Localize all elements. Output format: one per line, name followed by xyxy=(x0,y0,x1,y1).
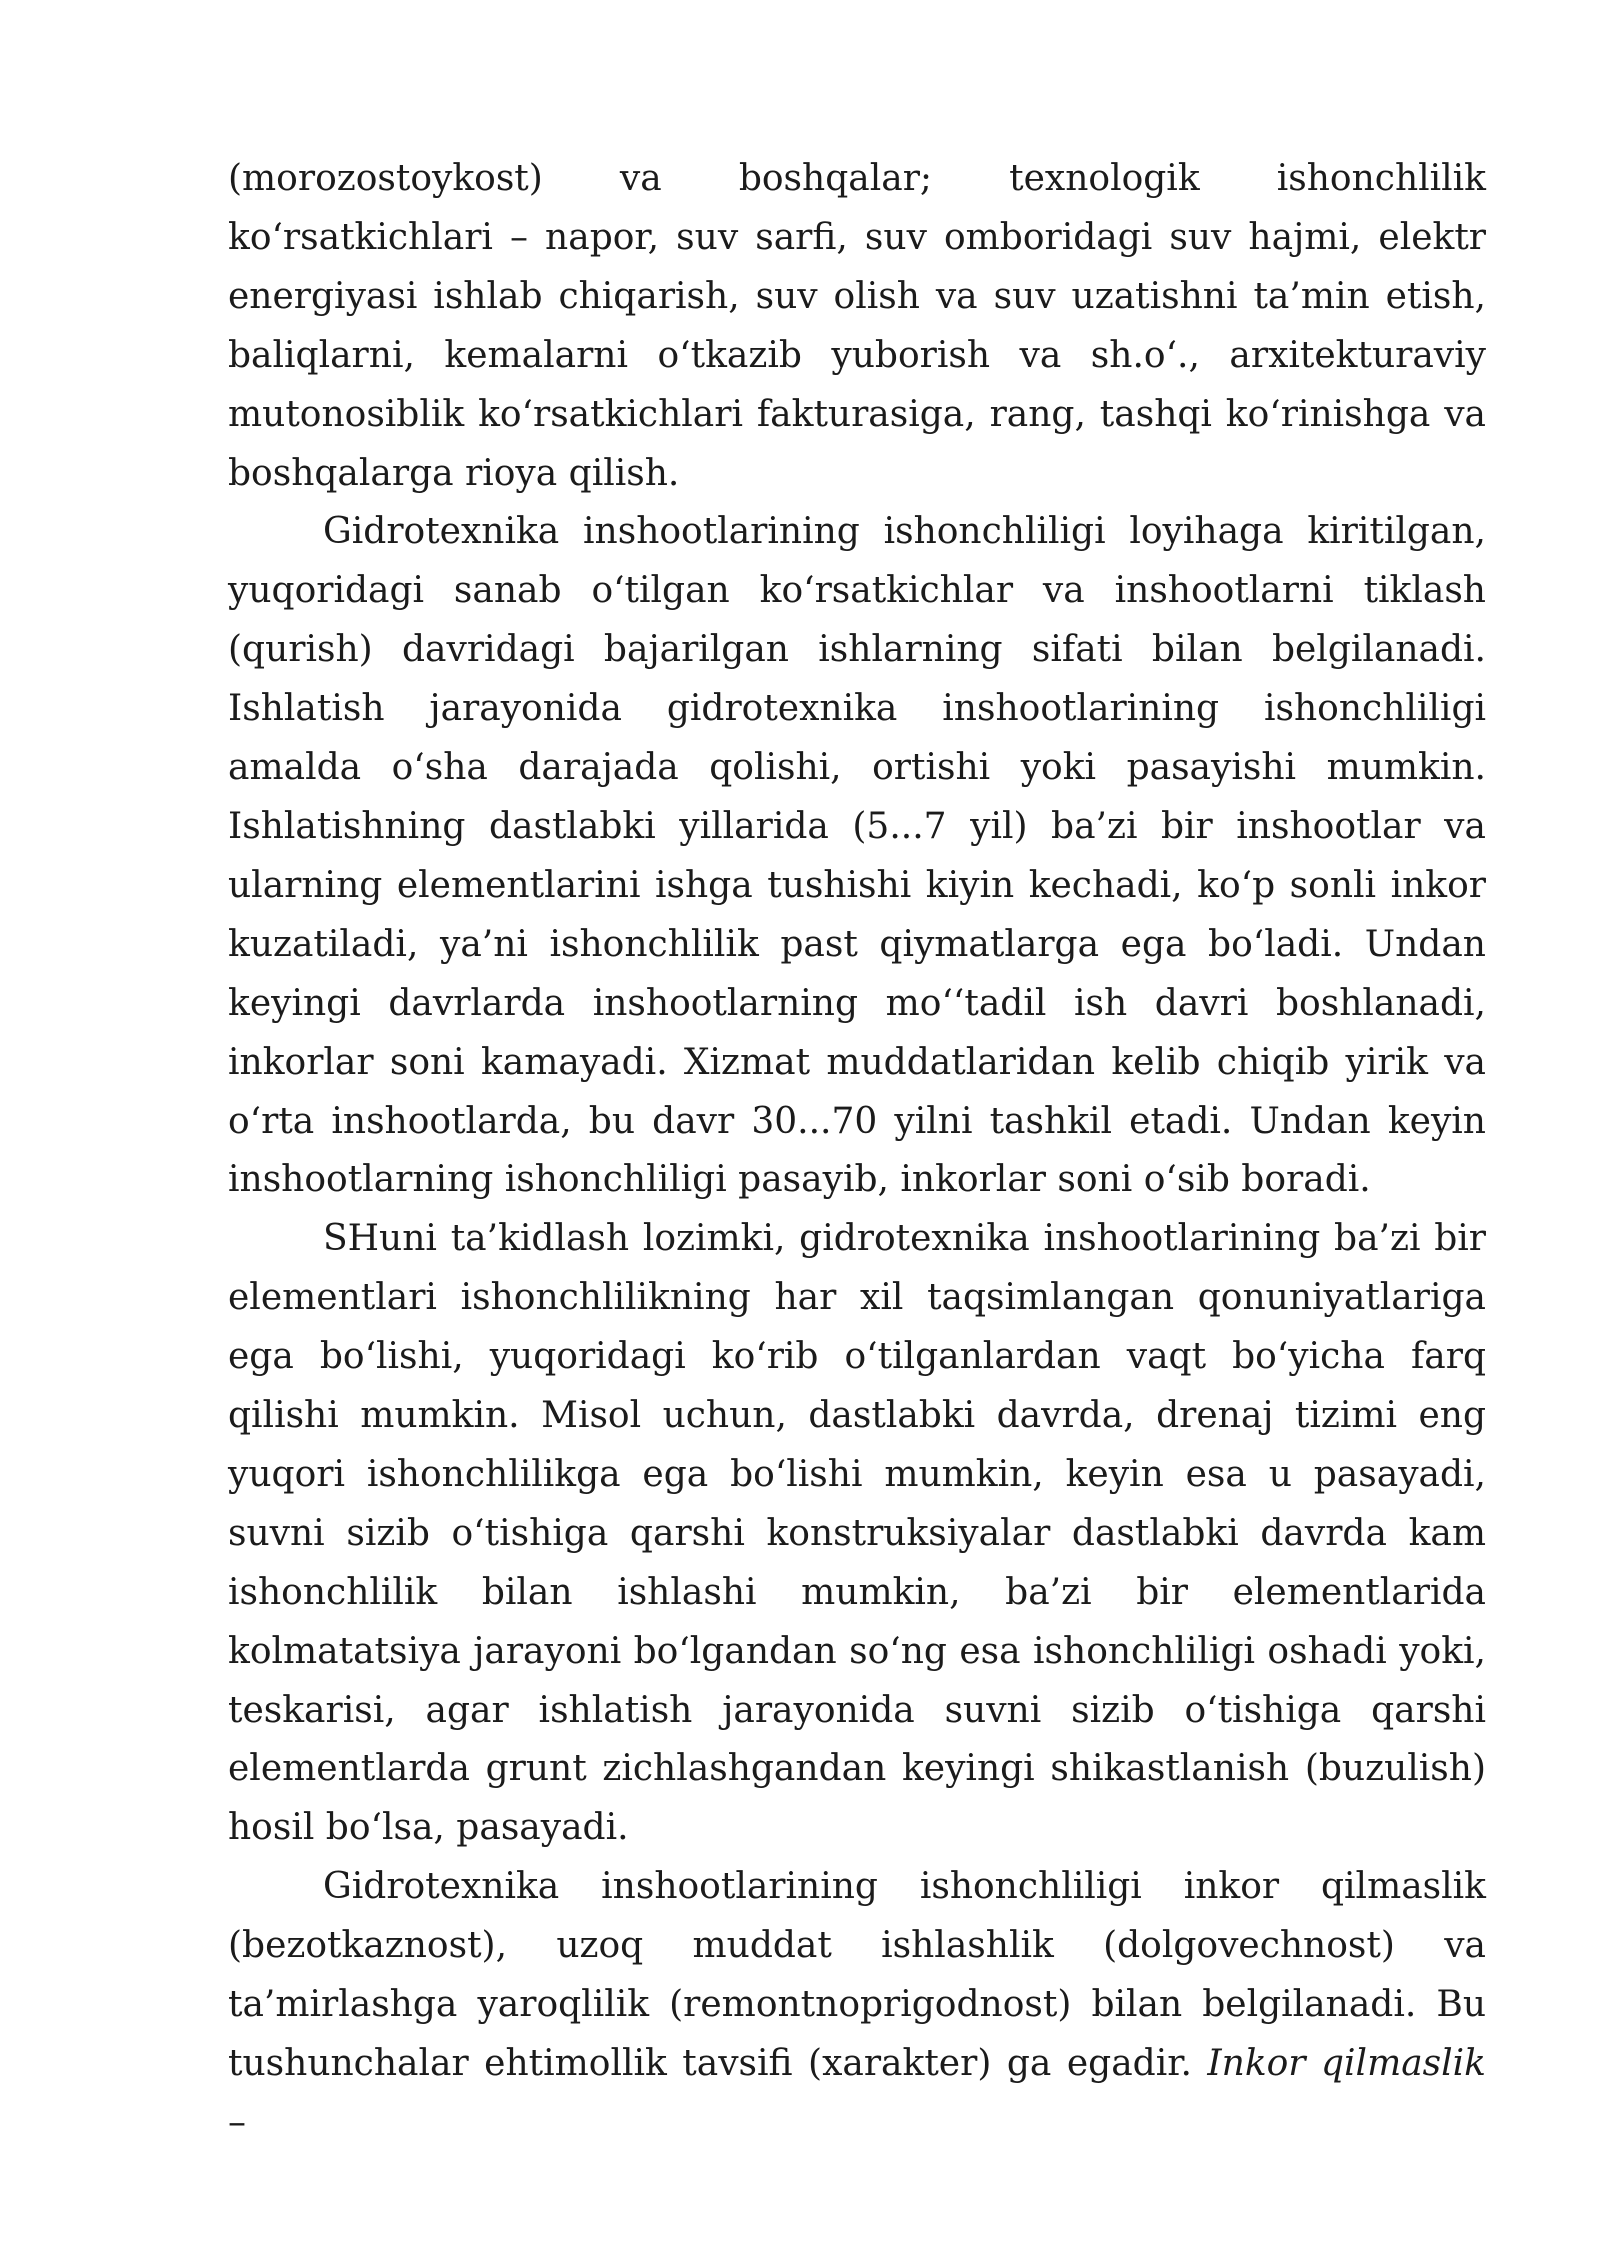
paragraph-2 xyxy=(228,503,1486,1210)
paragraph-1 xyxy=(228,150,1486,503)
paragraph-3-text: SHuni ta’kidlash lozimki, gidrotexnika inshootlarining ba’zi bir elementlari ishonchlilikning har xil taqsimlangan qonuniyatlariga ega boʻlishi, yuqoridagi koʻrib oʻtilganlardan vaqt boʻyicha farq qilishi mumkin. Misol uchun, dastlabki davrda, drenaj tizimi eng yuqori ishonchlilikga ega boʻlishi mumkin, keyin esa u pasayadi, suvni sizib oʻtishiga qarshi konstruksiyalar dastlabki davrda kam ishonchlilik bilan ishlashi mumkin, ba’zi bir elementlarida kolmatatsiya jarayoni boʻlgandan soʻng esa ishonchliligi oshadi yoki, teskarisi, agar ishlatish jarayonida suvni sizib oʻtishiga qarshi elementlarda grunt zichlashgandan keyingi shikastlanish (buzulish) hosil boʻlsa, pasayadi. xyxy=(228,1218,1486,1849)
paragraph-2-text: Gidrotexnika inshootlarining ishonchliligi loyihaga kiritilgan, yuqoridagi sanab oʻtilgan koʻrsatkichlar va inshootlarni tiklash (qurish) davridagi bajarilgan ishlarning sifati bilan belgilanadi. Ishlatish jarayonida gidrotexnika inshootlarining ishonchliligi amalda oʻsha darajada qolishi, ortishi yoki pasayishi mumkin. Ishlatishning dastlabki yillarida (5...7 yil) ba’zi bir inshootlar va ularning elementlarini ishga tushishi kiyin kechadi, koʻp sonli inkor kuzatiladi, ya’ni ishonchlilik past qiymatlarga ega boʻladi. Undan keyingi davrlarda inshootlarning moʻʻtadil ish davri boshlanadi, inkorlar soni kamayadi. Xizmat muddatlaridan kelib chiqib yirik va oʻrta inshootlarda, bu davr 30...70 yilni tashkil etadi. Undan keyin inshootlarning ishonchliligi pasayib, inkorlar soni oʻsib boradi. xyxy=(228,511,1486,1201)
paragraph-3 xyxy=(228,1210,1486,1858)
document-page xyxy=(228,150,1486,2153)
paragraph-1-text: (morozostoykost) va boshqalar; texnologik ishonchlilik koʻrsatkichlari – napor, suv sarfi, suv omboridagi suv hajmi, elektr energiyasi ishlab chiqarish, suv olish va suv uzatishni ta’min etish, baliqlarni, kemalarni oʻtkazib yuborish va sh.oʻ., arxitekturaviy mutonosiblik koʻrsatkichlari fakturasiga, rang, tashqi koʻrinishga va boshqalarga rioya qilish. xyxy=(228,158,1486,494)
paragraph-4 xyxy=(228,1858,1486,2153)
paragraph-4-italic-term: Inkor qilmaslik xyxy=(1207,2043,1486,2084)
paragraph-4-tail: – xyxy=(228,2101,246,2143)
paragraph-4-text: Gidrotexnika inshootlarining ishonchliligi inkor qilmaslik (bezotkaznost), uzoq muddat ishlashlik (dolgovechnost) va ta’mirlashga yaroqlilik (remontnoprigodnost) bilan belgilanadi. Bu tushunchalar ehtimollik tavsifi (xarakter) ga egadir. xyxy=(228,1866,1486,2084)
